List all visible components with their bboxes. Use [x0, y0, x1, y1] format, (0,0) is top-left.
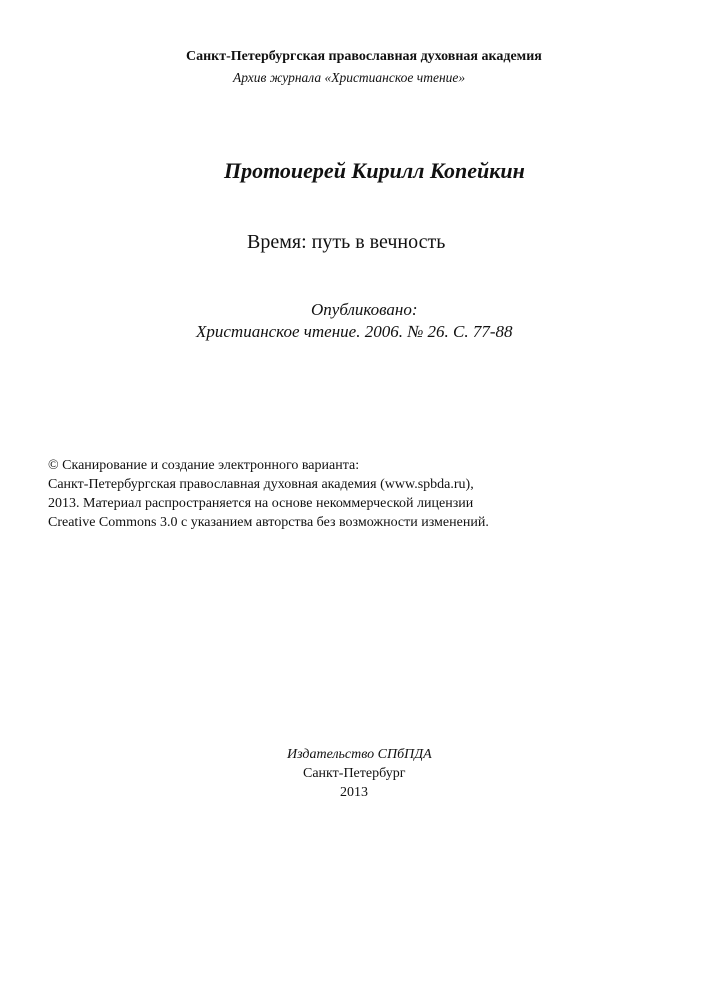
copyright-line: © Сканирование и создание электронного варианта:: [48, 458, 360, 473]
copyright-line: Creative Commons 3.0 с указанием авторства без возможности изменений.: [48, 515, 489, 530]
author-name: Протоиерей Кирилл Копейкин: [224, 158, 525, 183]
publisher-name: Издательство СПбПДА: [287, 747, 432, 762]
publication-city: Санкт-Петербург: [303, 766, 406, 781]
copyright-line: 2013. Материал распространяется на основе некоммерческой лицензии: [48, 496, 474, 511]
publication-label: Опубликовано:: [311, 300, 418, 319]
publication-year: 2013: [340, 785, 368, 800]
copyright-notice: [48, 456, 489, 532]
copyright-line: Санкт-Петербургская православная духовная академия (www.spbda.ru),: [48, 477, 474, 492]
institution-header: Санкт-Петербургская православная духовная академия: [186, 49, 542, 64]
publication-reference: Христианское чтение. 2006. № 26. С. 77-88: [196, 322, 513, 341]
archive-subtitle: Архив журнала «Христианское чтение»: [233, 70, 466, 85]
document-title: Время: путь в вечность: [247, 231, 446, 253]
